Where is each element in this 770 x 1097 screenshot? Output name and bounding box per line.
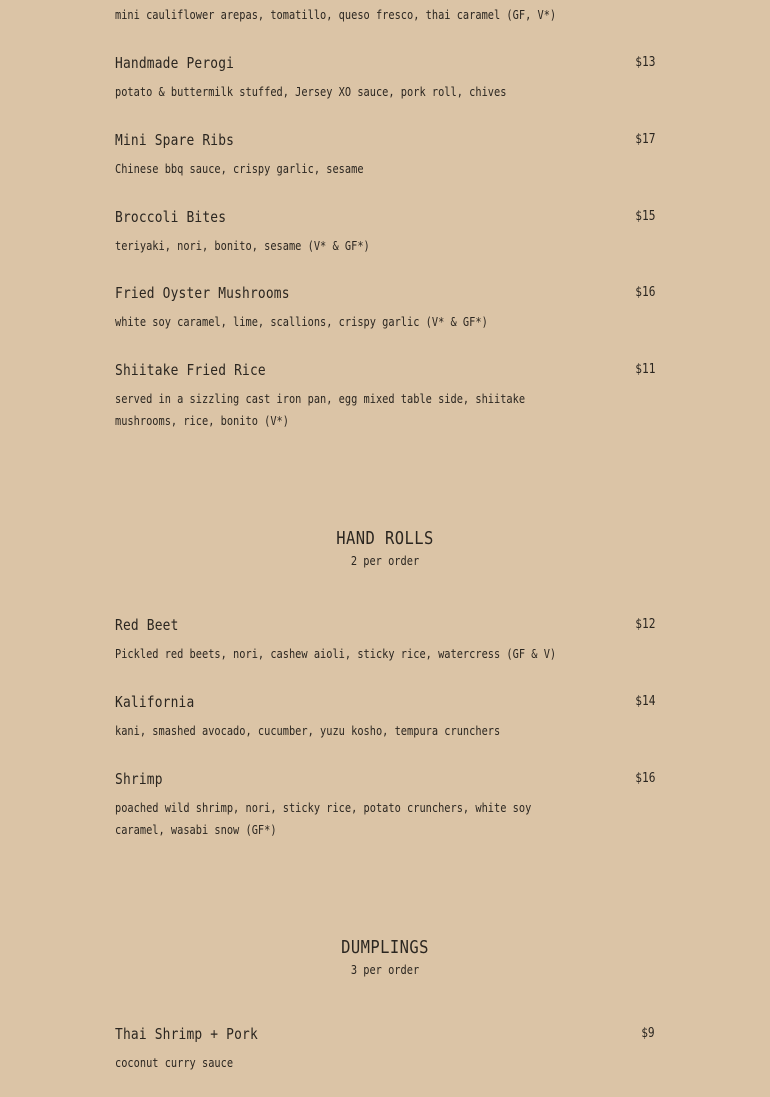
menu-item [115, 770, 655, 841]
menu-item [115, 693, 655, 742]
section-header-hand-rolls [0, 528, 770, 568]
menu-item-description: Pickled red beets, nori, cashew aioli, sticky rice, watercress (GF & V) [115, 647, 557, 661]
section-title: DUMPLINGS [341, 937, 429, 958]
menu-item-description: Chinese bbq sauce, crispy garlic, sesame [115, 162, 364, 176]
menu-item-name: Fried Oyster Mushrooms [115, 284, 290, 302]
menu-item-price: $11 [634, 362, 655, 377]
menu-item [115, 131, 655, 180]
section-header-dumplings [0, 937, 770, 977]
menu-item-description: poached wild shrimp, nori, sticky rice, potato crunchers, white soy caramel, wasabi snow (GF*) [115, 801, 532, 837]
menu-item-description: coconut curry sauce [115, 1056, 234, 1070]
menu-item [115, 284, 655, 333]
menu-item-name: Shrimp [115, 770, 163, 788]
menu-item [115, 208, 655, 257]
menu-item-price: $14 [634, 694, 655, 709]
menu-item-description: teriyaki, nori, bonito, sesame (V* & GF*) [115, 239, 370, 253]
menu-item [115, 616, 655, 665]
menu-item-name: Broccoli Bites [115, 208, 227, 226]
menu-item [115, 1025, 655, 1074]
menu-item-name: Handmade Perogi [115, 54, 235, 72]
section-subtitle: 2 per order [350, 554, 420, 568]
menu-item [115, 361, 655, 432]
menu-item-description: mini cauliflower arepas, tomatillo, queso fresco, thai caramel (GF, V*) [115, 8, 557, 22]
menu-item-price: $16 [634, 285, 655, 300]
menu-item-name: Red Beet [115, 616, 179, 634]
menu-item-description: kani, smashed avocado, cucumber, yuzu kosho, tempura crunchers [115, 724, 501, 738]
menu-item-name: Shiitake Fried Rice [115, 361, 266, 379]
menu-item-name: Thai Shrimp + Pork [115, 1025, 258, 1043]
menu-item-price: $15 [634, 209, 655, 224]
menu-item-name: Mini Spare Ribs [115, 131, 235, 149]
menu-item-name: Kalifornia [115, 693, 195, 711]
menu-item-description: white soy caramel, lime, scallions, crispy garlic (V* & GF*) [115, 315, 488, 329]
menu-item-price: $16 [634, 771, 655, 786]
menu-item-description: served in a sizzling cast iron pan, egg mixed table side, shiitake mushrooms, rice, bonito (V*) [115, 392, 526, 428]
menu-item-price: $13 [634, 55, 655, 70]
menu-item-arepas [115, 4, 655, 26]
menu-item-price: $9 [641, 1026, 655, 1041]
menu-item-description: potato & buttermilk stuffed, Jersey XO sauce, pork roll, chives [115, 85, 507, 99]
section-subtitle: 3 per order [350, 963, 420, 977]
menu-item-price: $12 [634, 617, 655, 632]
section-title: HAND ROLLS [336, 528, 434, 549]
menu-item [115, 54, 655, 103]
menu-item-price: $17 [634, 132, 655, 147]
